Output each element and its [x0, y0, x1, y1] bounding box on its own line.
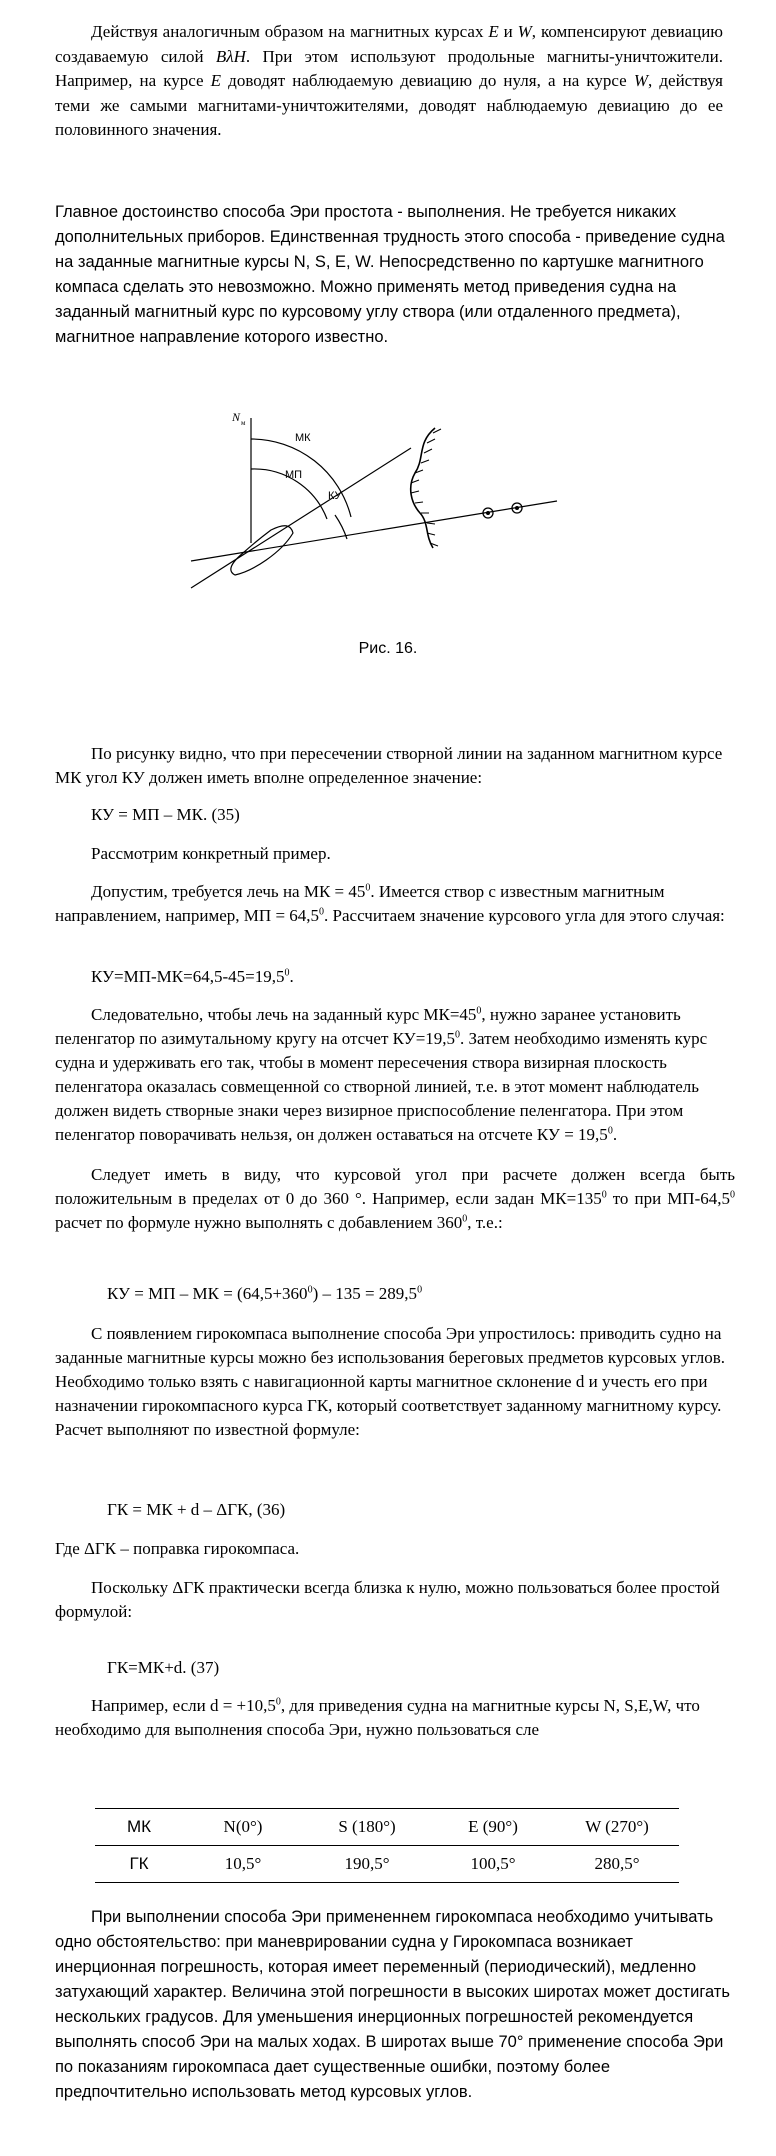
table-cell: S (180°) [303, 1809, 431, 1846]
table-cell: 190,5° [344, 1854, 390, 1873]
formula-35: КУ = МП – МК. (35) [91, 805, 240, 824]
paragraph-simple-formula: Поскольку ΔГК практически всегда близка к нулю, можно пользоваться более простой формулой: [55, 1578, 720, 1621]
table-row [95, 1846, 679, 1883]
paragraph-table-intro: Например, если $d = +10,5^0$, для приведения судна на магнитные курсы N, S,E,W, что необходимо для выполнения способа Эри, нужно пользоваться сле [55, 1696, 700, 1739]
paragraph-gyrocompass-method: С появлением гирокомпаса выполнение способа Эри упростилось: приводить судно на заданные магнитные курсы можно без использования береговых предметов курсовых углов. Необходимо только взять с навигационной карты магнитное склонение d и учесть его при назначении гирокомпасного курса ГК, который соответствует заданному магнитному курсу. Расчет выполняют по известной формуле: [55, 1324, 726, 1439]
label-mk: МК [295, 432, 311, 444]
paragraph-example-conditions: Допустим, требуется лечь на МК = $45^0$. Имеется створ с известным магнитным направлением, например, МП = $64,5^0$. Рассчитаем значение курсового угла для этого случая: [55, 882, 725, 925]
table-cell: ГК [129, 1854, 149, 1873]
paragraph-gyro-correction: Где ΔГК – поправка гирокомпаса. [55, 1539, 300, 1558]
label-n: N [232, 410, 241, 424]
figure-caption: Рис. 16. [358, 640, 418, 657]
formula-example-2: КУ = МП – МК = $(64,5+360^0) - 135 = 289,5^0$ [107, 1284, 423, 1303]
figure-16-diagram [175, 403, 575, 613]
table-cell: МК [95, 1809, 183, 1846]
label-ku: КУ [328, 490, 342, 502]
formula-37: ГК=МК+d. (37) [107, 1658, 220, 1677]
paragraph-airy-method-advantage: Главное достоинство способа Эри простота - выполнения. Не требуется никаких дополнительных приборов. Единственная трудность этого способа - приведение судна на заданные магнитные курсы N, S, E, W. Непосредственно по картушке магнитного компаса сделать это невозможно. Можно применять метод приведения судна на заданный магнитный курс по курсовому углу створа (или отдаленного предмета), магнитное направление которого известно. [55, 203, 725, 346]
paragraph-deviation-compensation: Действуя аналогичным образом на магнитных курсах E и W, компенсируют девиацию создаваемую силой BλH. При этом используют продольные магниты-уничтожители. Например, на курсе E доводят наблюдаемую девиацию до нуля, а на курсе W, действуя теми же самыми магнитами-уничтожителями, доводят наблюдаемую девиацию до ее половинного значения. [55, 22, 723, 139]
paragraph-example-intro: Рассмотрим конкретный пример. [91, 844, 331, 863]
paragraph-figure-explanation: По рисунку видно, что при пересечении створной линии на заданном магнитном курсе МК угол КУ должен иметь вполне определенное значение: [55, 744, 723, 787]
paragraph-positive-angle-note: Следует иметь в виду, что курсовой угол при расчете должен всегда быть положительным в пределах от 0 до 360 °. Например, если задан $МК=135^0$ то при МП-64,5$^0$ расчет по формуле нужно выполнять с добавлением $360^0$, т.е.: [55, 1165, 735, 1232]
label-n-sub: м [241, 419, 246, 427]
formula-example-1: $КУ=МП-МК=64,5-45=19,5^0$. [91, 967, 294, 986]
range-line [191, 501, 557, 561]
table-cell: 10,5° [224, 1854, 262, 1873]
label-mp: МП [285, 469, 303, 481]
table-cell: E (90°) [431, 1809, 555, 1846]
course-conversion-table [95, 1808, 679, 1883]
table-header-row [95, 1809, 679, 1846]
formula-36: ГК = МК + d – ΔГК, (36) [107, 1500, 286, 1519]
table-cell: W (270°) [555, 1809, 679, 1846]
table-cell: N(0°) [183, 1809, 303, 1846]
table-cell: 100,5° [470, 1854, 516, 1873]
ship-hull [231, 526, 293, 575]
paragraph-bearing-procedure: Следовательно, чтобы лечь на заданный курс $МК=45^0$, нужно заранее установить пеленгатор по азимутальному кругу на отсчет $КУ=19,5^0$. Затем необходимо изменять курс судна и удерживать его так, чтобы в момент пересечения створа визирная плоскость пеленгатора оказалась совмещенной со створной линией, т.е. в этот момент наблюдатель должен видеть створные знаки через визирное приспособление пеленгатора. При этом пеленгатор поворачивать нельзя, он должен оставаться на отсчете КУ = $19,5^0$. [55, 1005, 708, 1144]
paragraph-inertial-error: При выполнении способа Эри примененнем гирокомпаса необходимо учитывать одно обстоятельство: при маневрировании судна у Гирокомпаса возникает инерционная погрешность, которая имеет переменный (периодический), медленно затухающий характер. Величина этой погрешности в высоких широтах может достигать нескольких градусов. Для уменьшения инерционных погрешностей рекомендуется выполнять способ Эри на малых ходах. В широтах выше 70° применение способа Эри по показаниям гирокомпаса дает существенные ошибки, поэтому более предпочтительно использовать метод курсовых углов. [55, 1908, 730, 2101]
table-cell: 280,5° [594, 1854, 640, 1873]
coastline [411, 428, 435, 548]
